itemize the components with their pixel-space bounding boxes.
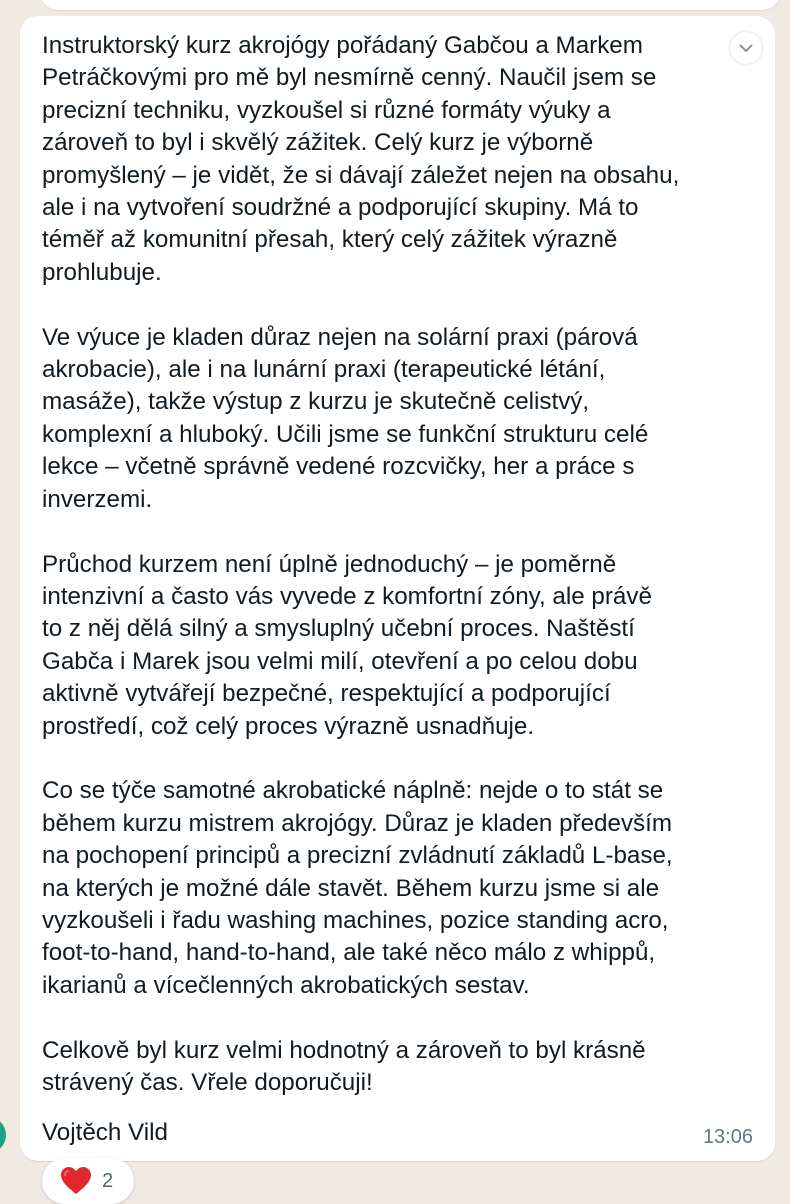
sender-avatar[interactable] xyxy=(0,1117,6,1153)
reaction-pill[interactable] xyxy=(42,1158,134,1204)
reaction-count: 2 xyxy=(102,1169,114,1192)
message-menu-button[interactable] xyxy=(730,32,762,64)
chevron-down-icon xyxy=(739,44,753,53)
message-timestamp: 13:06 xyxy=(702,1126,753,1148)
message-bubble[interactable] xyxy=(20,16,775,1161)
heart-icon xyxy=(60,1166,92,1196)
previous-message-bubble xyxy=(40,0,780,10)
message-signature: Vojtěch Vild xyxy=(42,1119,168,1146)
message-text: Instruktorský kurz akrojógy pořádaný Gabčou a Markem Petráčkovými pro mě byl nesmírně cenný. Naučil jsem se precizní techniku, vyzkoušel si různé formáty výuky a zároveň to byl i skvělý zážitek. Celý kurz je výborně promyšlený – je vidět, že si dávají záležet nejen na obsahu, ale i na vytvoření soudržné a podporující skupiny. Má to téměř až komunitní přesah, který celý zážitek výrazně prohlubuje. Ve výuce je kladen důraz nejen na solární praxi (párová akrobacie), ale i na lunární praxi (terapeutické létání, masáže), takže výstup z kurzu je skutečně celistvý, komplexní a hluboký. Učili jsme se funkční strukturu celé lekce – včetně správně vedené rozcvičky, her a práce s inverzemi. Průchod kurzem není úplně jednoduchý – je poměrně intenzivní a často vás vyvede z komfortní zóny, ale právě to z něj dělá silný a smysluplný učební proces. Naštěstí Gabča i Marek jsou velmi milí, otevření a po celou dobu aktivně vytvářejí bezpečné, respektující a podporující prostředí, což celý proces výrazně usnadňuje. Co se týče samotné akrobatické náplně: nejde o to stát se během kurzu mistrem akrojógy. Důraz je kladen především na pochopení principů a precizní zvládnutí základů L-base, na kterých je možné dále stavět. Během kurzu jsme si ale vyzkoušeli i řadu washing machines, pozice standing acro, foot-to-hand, hand-to-hand, ale také něco málo z whippů, ikarianů a vícečlenných akrobatických sestav. Celkově byl kurz velmi hodnotný a zároveň to byl krásně strávený čas. Vřele doporučuji! xyxy=(42,32,680,1096)
